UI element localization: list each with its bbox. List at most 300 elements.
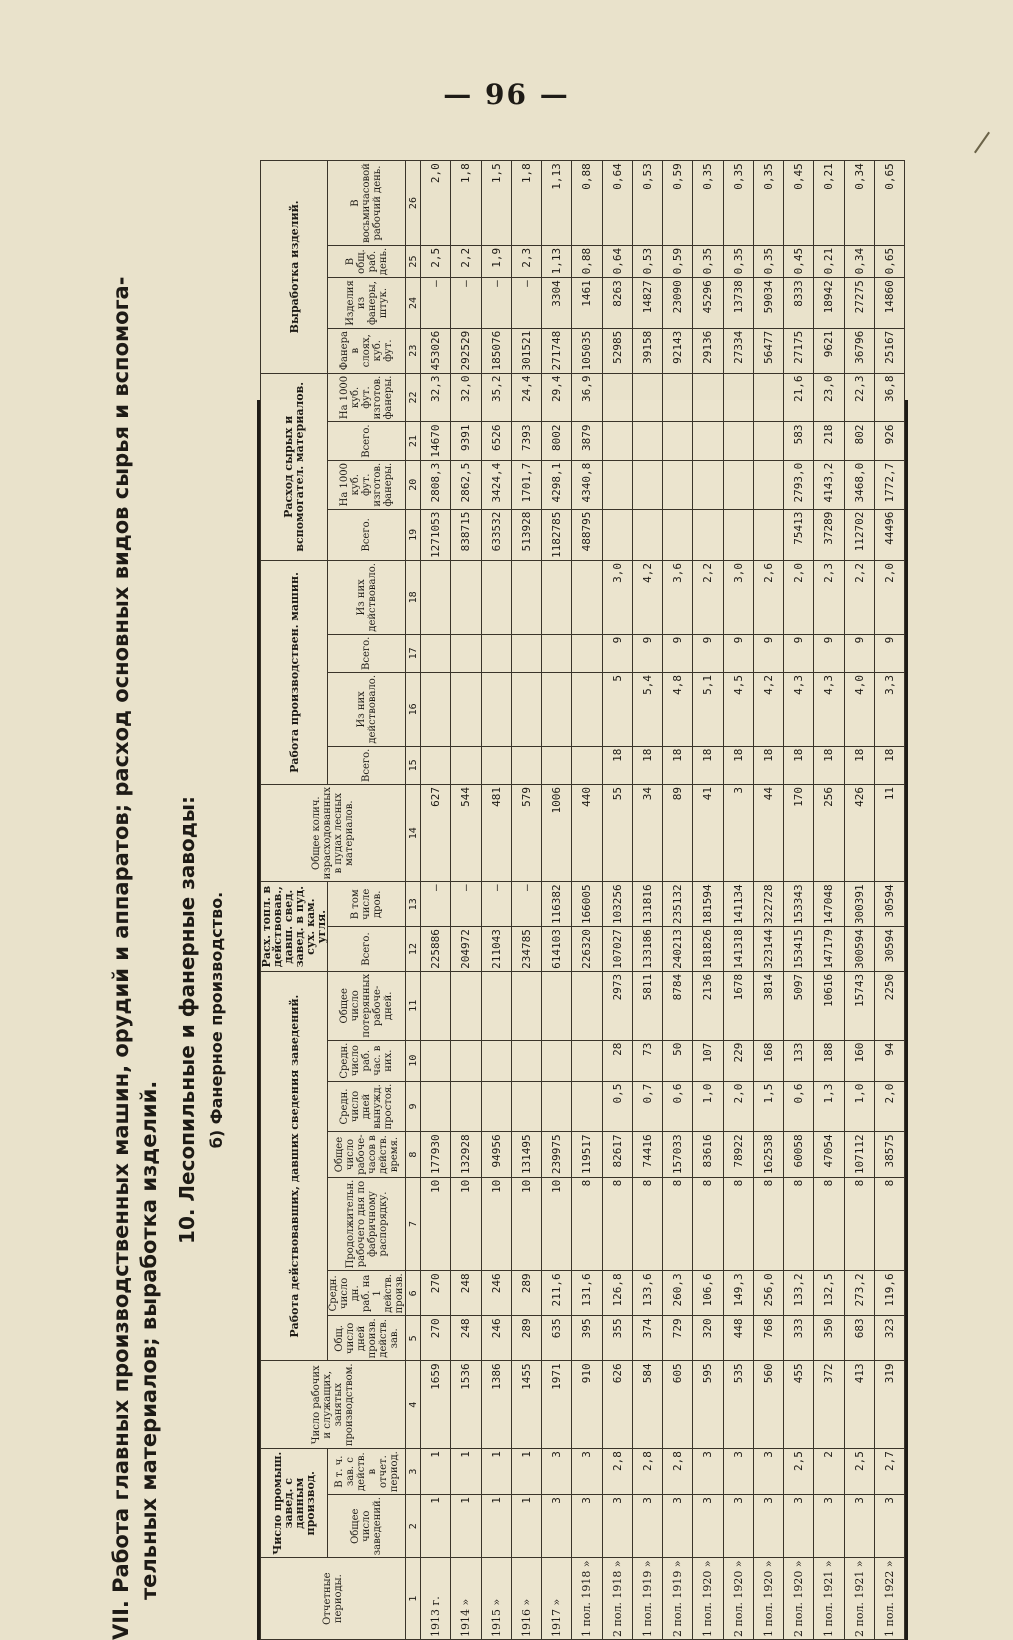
table-cell: 3 [572,1495,602,1558]
table-cell: 10 [542,1177,572,1271]
table-cell: 106,6 [693,1271,723,1316]
table-cell: 9 [723,634,753,672]
table-cell: 614103 [542,927,572,972]
column-number: 5 [406,1316,421,1361]
table-cell: 0,21 [814,161,844,246]
rotated-page-content [107,163,907,1640]
table-cell: 2,8 [663,1449,693,1495]
table-cell: 28 [602,1040,632,1081]
table-cell: — [481,882,511,927]
table-cell: 153343 [784,882,814,927]
table-cell: 44496 [874,509,904,560]
table-cell: 94 [874,1040,904,1081]
table-cell: 5811 [632,971,662,1040]
table-cell: 126,8 [602,1271,632,1316]
table-cell: 132,5 [814,1271,844,1316]
header-stops-total: Общее число потерянных рабоче-дней. [328,971,406,1040]
table-cell: 15743 [844,971,874,1040]
table-cell [421,1040,451,1081]
table-cell [663,373,693,422]
table-cell: 1,8 [451,161,481,246]
header-per-hour8: В восьмичасовой рабочий день. [328,161,406,246]
table-cell: 248 [451,1271,481,1316]
table-cell: 89 [663,784,693,881]
table-cell: 2,0 [874,1081,904,1132]
table-cell: 3 [723,1495,753,1558]
table-cell: 633532 [481,509,511,560]
table-cell: 3,3 [874,673,904,747]
table-cell: 2,0 [421,161,451,246]
header-stops-days: Средн. число дней вынужд. простоя. [328,1081,406,1132]
table-cell: 0,35 [693,161,723,246]
section-title: 10. Лесопильные и фанерные заводы: [175,796,199,1244]
table-row [451,161,481,1640]
table-cell: 131,6 [572,1271,602,1316]
table-cell: 50 [663,1040,693,1081]
table-cell: 683 [844,1316,874,1361]
table-cell: 4298,1 [542,460,572,509]
statistics-table [260,160,905,1640]
table-cell: 1,5 [481,161,511,246]
table-cell: 73 [632,1040,662,1081]
table-cell: 141134 [723,882,753,927]
table-cell: 34 [632,784,662,881]
table-cell [693,460,723,509]
column-number: 8 [406,1132,421,1177]
header-peel-active: Из них действовало. [328,673,406,747]
table-cell: 27334 [723,328,753,373]
table-cell: 3 [874,1495,904,1558]
table-cell: 350 [814,1316,844,1361]
table-cell: — [511,882,541,927]
table-cell: 234785 [511,927,541,972]
table-cell: 926 [874,422,904,460]
table-cell: 27175 [784,328,814,373]
table-cell: 0,6 [663,1081,693,1132]
table-cell [451,1040,481,1081]
table-cell: 1659 [421,1361,451,1449]
table-cell: 3424,4 [481,460,511,509]
table-cell: 22,3 [844,373,874,422]
table-row [421,161,451,1640]
table-cell: 322728 [753,882,783,927]
table-cell: 3304 [542,278,572,329]
table-cell: 30594 [874,882,904,927]
table-cell: 256,0 [753,1271,783,1316]
table-cell: 2,5 [844,1449,874,1495]
table-cell: 3814 [753,971,783,1040]
table-cell: 270 [421,1271,451,1316]
period-cell: 1916 » [511,1558,541,1640]
table-cell: 107112 [844,1132,874,1177]
period-cell: 1915 » [481,1558,511,1640]
table-cell [511,634,541,672]
header-g-total: Общее число заведений. [328,1495,406,1558]
table-cell: 2,2 [693,561,723,635]
table-cell [723,422,753,460]
table-cell [451,746,481,784]
table-cell: 3 [663,1495,693,1558]
table-cell: 160 [844,1040,874,1081]
table-cell: 74416 [632,1132,662,1177]
column-number: 3 [406,1449,421,1495]
period-cell: 1917 » [542,1558,572,1640]
table-cell: 6526 [481,422,511,460]
table-cell: 9 [632,634,662,672]
table-cell: 8784 [663,971,693,1040]
table-row [572,161,602,1640]
table-cell: 488795 [572,509,602,560]
table-cell: — [511,278,541,329]
table-cell: 211043 [481,927,511,972]
table-cell [542,746,572,784]
table-cell: 1455 [511,1361,541,1449]
table-cell: 35,2 [481,373,511,422]
table-cell: 2,0 [874,561,904,635]
table-cell: 2862,5 [451,460,481,509]
table-cell: — [421,882,451,927]
table-cell: 39158 [632,328,662,373]
table-cell: — [421,278,451,329]
table-cell [542,673,572,747]
table-cell: 1,13 [542,161,572,246]
column-number: 6 [406,1271,421,1316]
table-cell: 52985 [602,328,632,373]
table-cell: 1 [451,1449,481,1495]
table-cell: 3 [784,1495,814,1558]
table-cell: 4,8 [663,673,693,747]
table-cell: 802 [844,422,874,460]
table-cell: 3 [753,1449,783,1495]
table-cell: 3,0 [602,561,632,635]
table-cell [632,509,662,560]
table-cell: 18 [874,746,904,784]
table-cell: 3 [693,1449,723,1495]
table-cell: 18 [602,746,632,784]
table-cell [572,971,602,1040]
table-cell: 2,7 [874,1449,904,1495]
table-cell: 105035 [572,328,602,373]
table-cell [481,1081,511,1132]
header-glue-total: Всего. [328,634,406,672]
column-number: 4 [406,1361,421,1449]
table-cell: 8 [632,1177,662,1271]
table-row [632,161,662,1640]
table-cell: 3 [632,1495,662,1558]
table-cell: 0,7 [632,1081,662,1132]
column-number: 26 [406,161,421,246]
table-cell: 448 [723,1316,753,1361]
table-cell: 2,3 [511,245,541,277]
table-cell: 181826 [693,927,723,972]
table-cell: 60058 [784,1132,814,1177]
column-number: 12 [406,927,421,972]
table-cell: 4143,2 [814,460,844,509]
table-row [874,161,904,1640]
table-cell [421,673,451,747]
table-cell: 1006 [542,784,572,881]
table-row [481,161,511,1640]
table-row [784,161,814,1640]
table-cell: 635 [542,1316,572,1361]
table-cell: 260,3 [663,1271,693,1316]
table-cell [632,460,662,509]
table-cell: 248 [451,1316,481,1361]
header-total-hours: Общее число рабоче-часов в действ. время. [328,1132,406,1177]
table-cell: 0,6 [784,1081,814,1132]
table-cell: 626 [602,1361,632,1449]
table-cell [481,673,511,747]
table-cell: 3,6 [663,561,693,635]
table-cell [481,971,511,1040]
header-stops-hours: Средн. число раб. час. в них. [328,1040,406,1081]
table-cell: 18 [693,746,723,784]
table-cell: 18942 [814,278,844,329]
table-cell: 119,6 [874,1271,904,1316]
table-cell [511,673,541,747]
column-number: 24 [406,278,421,329]
column-number-row [406,161,421,1640]
table-cell: 153415 [784,927,814,972]
period-cell: 1 пол. 1921 » [814,1558,844,1640]
table-cell: 2,2 [844,561,874,635]
table-cell: 1,0 [693,1081,723,1132]
table-cell [572,1040,602,1081]
table-cell: 185076 [481,328,511,373]
table-cell [451,561,481,635]
table-cell: 355 [602,1316,632,1361]
table-cell: 1 [451,1495,481,1558]
table-cell: 4,3 [784,673,814,747]
table-cell [542,971,572,1040]
table-cell: 166005 [572,882,602,927]
column-number: 21 [406,422,421,460]
table-cell: 440 [572,784,602,881]
table-cell [663,509,693,560]
table-cell: 768 [753,1316,783,1361]
table-cell: 14670 [421,422,451,460]
table-cell: 8002 [542,422,572,460]
table-cell: 162538 [753,1132,783,1177]
table-cell: 2 [814,1449,844,1495]
header-total-days: Общ. число дней произв. действ. зав. [328,1316,406,1361]
table-cell: 395 [572,1316,602,1361]
column-number: 19 [406,509,421,560]
table-cell: 55 [602,784,632,881]
column-number: 14 [406,784,421,881]
period-cell: 2 пол. 1919 » [663,1558,693,1640]
period-cell: 1 пол. 1922 » [874,1558,904,1640]
statistics-table-wrap [257,163,908,1640]
table-cell: 24,4 [511,373,541,422]
column-number: 16 [406,673,421,747]
header-raw-group: Расход сырых и вспомогател. материалов. [261,373,328,560]
header-fuel-total: Всего. [328,927,406,972]
table-cell: — [451,882,481,927]
table-cell: 29136 [693,328,723,373]
table-cell: 2,3 [814,561,844,635]
table-cell: 289 [511,1316,541,1361]
table-cell: 5,1 [693,673,723,747]
table-cell: 0,34 [844,245,874,277]
table-cell [632,422,662,460]
table-cell: 8 [844,1177,874,1271]
table-cell: 413 [844,1361,874,1449]
table-cell: 168 [753,1040,783,1081]
table-cell: — [481,278,511,329]
table-cell [511,561,541,635]
table-row [602,161,632,1640]
table-cell: 1971 [542,1361,572,1449]
table-cell: 292529 [451,328,481,373]
table-cell: 82617 [602,1132,632,1177]
table-cell: 270 [421,1316,451,1361]
header-work-group: Работа действовавших, давших сведения заведений. [261,971,328,1360]
header-fuel-wood: В том числе дров. [328,882,406,927]
period-cell: 1914 » [451,1558,481,1640]
table-cell: 1 [511,1449,541,1495]
header-glue-active: Из них действовало. [328,561,406,635]
table-cell [542,1040,572,1081]
table-cell: 544 [451,784,481,881]
table-cell: 2973 [602,971,632,1040]
table-cell: 1 [421,1495,451,1558]
table-cell: 2,5 [784,1449,814,1495]
table-cell: 10616 [814,971,844,1040]
header-alb-total: Всего. [328,422,406,460]
table-cell [632,373,662,422]
table-cell [451,971,481,1040]
table-cell: 3 [753,1495,783,1558]
table-cell: 3 [723,784,753,881]
period-cell: 1913 г. [421,1558,451,1640]
table-cell: 729 [663,1316,693,1361]
column-number: 2 [406,1495,421,1558]
header-chur-per: На 1000 куб. фут. изготов. фанеры. [328,460,406,509]
table-cell: 0,64 [602,245,632,277]
table-cell [693,422,723,460]
table-cell: 177930 [421,1132,451,1177]
table-cell: 0,64 [602,161,632,246]
table-cell: 29,4 [542,373,572,422]
table-cell: 3 [572,1449,602,1495]
table-cell [451,634,481,672]
table-cell: 3,0 [723,561,753,635]
table-cell: 147179 [814,927,844,972]
pencil-mark [974,132,990,154]
table-cell: 4,0 [844,673,874,747]
table-cell [451,673,481,747]
table-cell: 9 [693,634,723,672]
table-cell: 10 [451,1177,481,1271]
table-cell: 2,6 [753,561,783,635]
table-cell: 147048 [814,882,844,927]
table-cell: 301521 [511,328,541,373]
table-cell: 4340,8 [572,460,602,509]
table-cell: 579 [511,784,541,881]
period-cell: 2 пол. 1920 » [723,1558,753,1640]
table-cell [753,422,783,460]
table-cell [542,1081,572,1132]
table-cell: 45296 [693,278,723,329]
table-cell: 8 [723,1177,753,1271]
table-cell: 218 [814,422,844,460]
table-cell: 246 [481,1316,511,1361]
period-cell: 2 пол. 1921 » [844,1558,874,1640]
table-cell: 0,59 [663,245,693,277]
table-cell: 595 [693,1361,723,1449]
table-cell: 225886 [421,927,451,972]
table-cell: 1 [511,1495,541,1558]
table-cell: 240213 [663,927,693,972]
table-cell: 4,3 [814,673,844,747]
table-cell: 2250 [874,971,904,1040]
header-alb-per: На 1000 куб. фут. изготов. фанеры. [328,373,406,422]
table-cell: 2,0 [723,1081,753,1132]
table-cell [602,509,632,560]
table-cell [511,971,541,1040]
table-cell: 18 [784,746,814,784]
table-cell: 9391 [451,422,481,460]
table-cell [511,1040,541,1081]
main-title-line-2: тельных материалов; выработка изделий. [137,1080,161,1600]
table-cell: 36,9 [572,373,602,422]
table-cell [451,1081,481,1132]
table-body [421,161,905,1640]
table-cell: 235132 [663,882,693,927]
table-cell: 131816 [632,882,662,927]
table-row [511,161,541,1640]
table-cell: 36,8 [874,373,904,422]
table-cell: 1,0 [844,1081,874,1132]
main-title-line-1: VII. Работа главных производственных машин, орудий и аппаратов; расход основных видов сырья и вспомога- [109,276,133,1640]
table-cell: 273,2 [844,1271,874,1316]
table-cell: 481 [481,784,511,881]
table-cell: 30594 [874,927,904,972]
table-row [663,161,693,1640]
table-cell: 38575 [874,1132,904,1177]
table-cell: 116382 [542,882,572,927]
table-cell [481,561,511,635]
table-cell: 133186 [632,927,662,972]
table-cell: 535 [723,1361,753,1449]
table-cell [753,460,783,509]
table-cell: 1271053 [421,509,451,560]
column-number: 15 [406,746,421,784]
table-cell: 32,3 [421,373,451,422]
table-cell: 9 [844,634,874,672]
table-cell: 0,88 [572,161,602,246]
header-number-group: Число промыш. завед. с данным производ. [261,1449,328,1558]
table-cell: 3 [602,1495,632,1558]
table-cell: 5 [602,673,632,747]
table-cell: 5,4 [632,673,662,747]
table-cell: 246 [481,1271,511,1316]
table-cell: 211,6 [542,1271,572,1316]
table-cell: 23090 [663,278,693,329]
header-out-plywood: Фанера в слоях, куб. фут. [328,328,406,373]
table-cell [572,1081,602,1132]
table-cell: 1,13 [542,245,572,277]
table-cell: 8 [814,1177,844,1271]
table-cell [723,373,753,422]
column-number: 22 [406,373,421,422]
table-cell: 9 [874,634,904,672]
table-cell: 10 [481,1177,511,1271]
table-cell: 372 [814,1361,844,1449]
subsection-title: б) Фанерное производство. [207,891,226,1149]
table-cell: 0,21 [814,245,844,277]
